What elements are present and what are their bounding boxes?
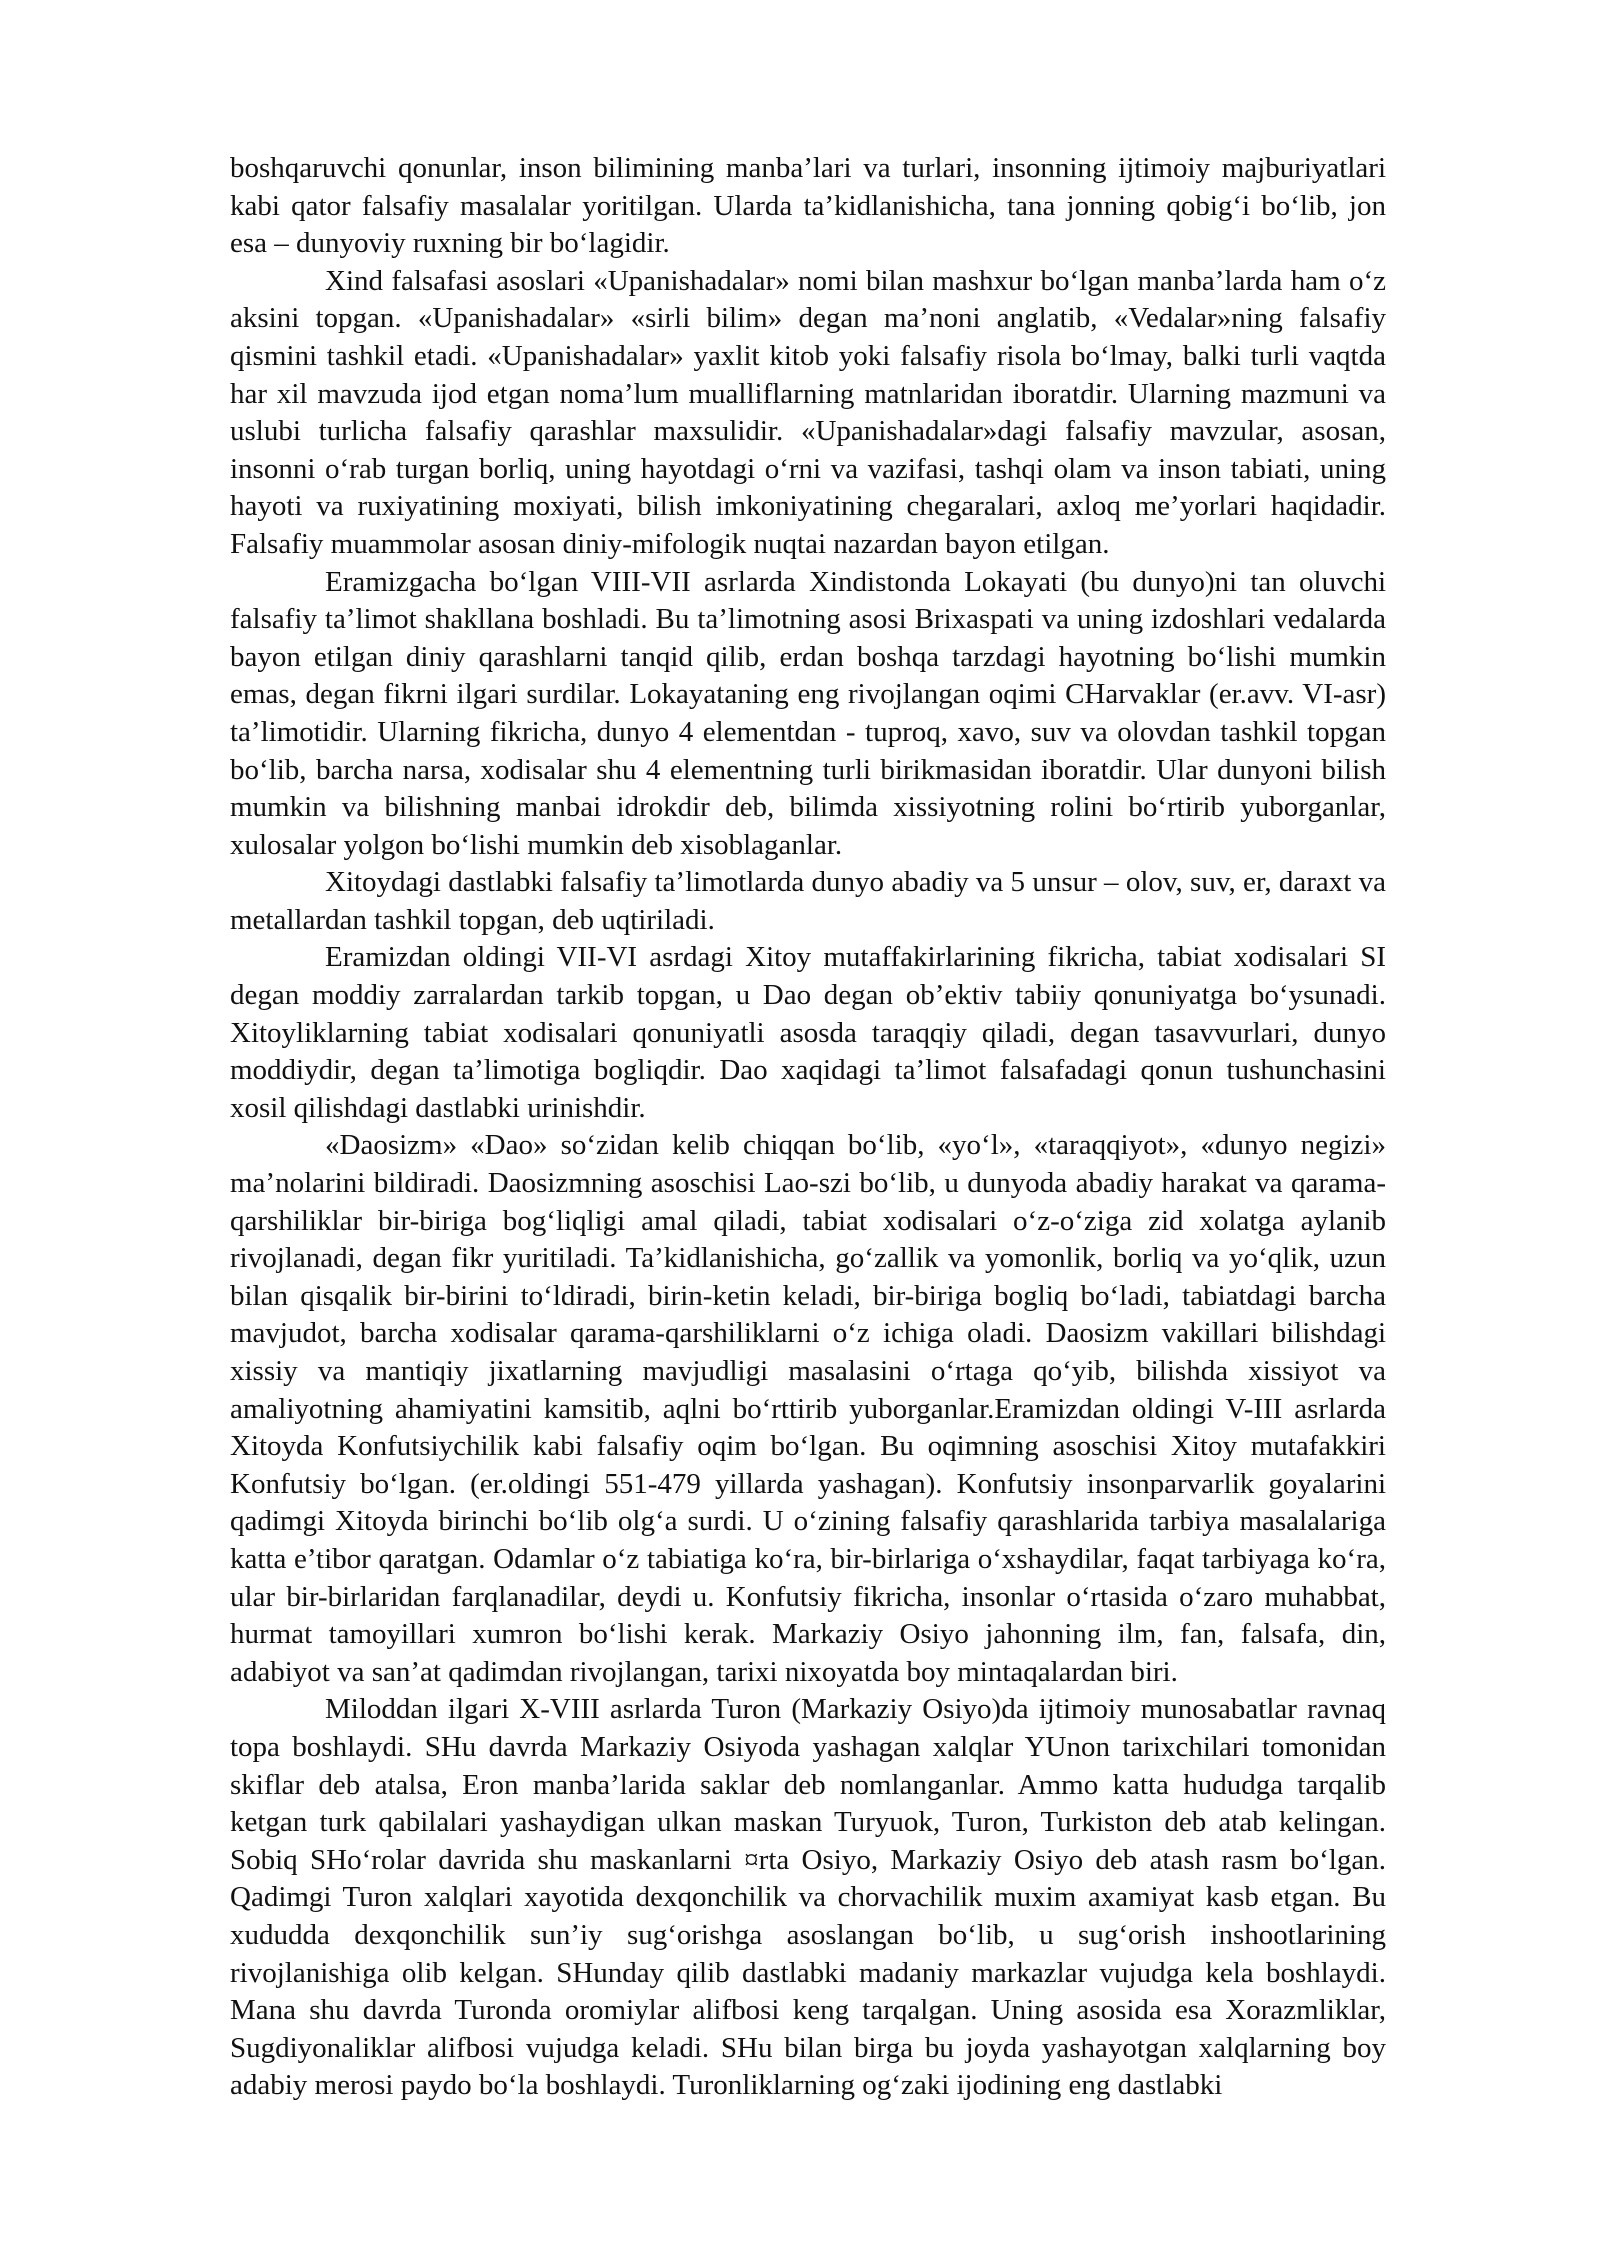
paragraph: Eramizdan oldingi VII-VI asrdagi Xitoy mutaffakirlarining fikricha, tabiat xodisalari SI degan moddiy zarralardan tarkib topgan, u Dao degan ob’ektiv tabiiy qonuniyatga bo‘ysunadi. Xitoyliklarning tabiat xodisalari qonuniyatli asosda taraqqiy qiladi, degan tasavvurlari, dunyo moddiydir, degan ta’limotiga bogliqdir. Dao xaqidagi ta’limot falsafadagi qonun tushunchasini xosil qilishdagi dastlabki urinishdir. <box>230 941 1386 1124</box>
paragraph: Miloddan ilgari X-VIII asrlarda Turon (Markaziy Osiyo)da ijtimoiy munosabatlar ravnaq topa boshlaydi. SHu davrda Markaziy Osiyoda yashagan xalqlar YUnon tarixchilari tomonidan skiflar deb atalsa, Eron manba’larida saklar deb nomlanganlar. Ammo katta hududga tarqalib ketgan turk qabilalari yashaydigan ulkan maskan Turyuok, Turon, Turkiston deb atab kelingan. Sobiq SHo‘rolar davrida shu maskanlarni ¤rta Osiyo, Markaziy Osiyo deb atash rasm bo‘lgan. Qadimgi Turon xalqlari xayotida dexqonchilik va chorvachilik muxim axamiyat kasb etgan. Bu xududda dexqonchilik sun’iy sug‘orishga asoslangan bo‘lib, u sug‘orish inshootlarining rivojlanishiga olib kelgan. SHunday qilib dastlabki madaniy markazlar vujudga kela boshlaydi. Mana shu davrda Turonda oromiylar alifbosi keng tarqalgan. Uning asosida esa Xorazmliklar, Sugdiyonaliklar alifbosi vujudga keladi. SHu bilan birga bu joyda yashayotgan xalqlarning boy adabiy merosi paydo bo‘la boshlaydi. Turonliklarning og‘zaki ijodining eng dastlabki <box>230 1693 1386 2102</box>
paragraph: Xind falsafasi asoslari «Upanishadalar» nomi bilan mashxur bo‘lgan manba’larda ham o‘z aksini topgan. «Upanishadalar» «sirli bilim» degan ma’noni anglatib, «Vedalar»ning falsafiy qismini tashkil etadi. «Upanishadalar» yaxlit kitob yoki falsafiy risola bo‘lmay, balki turli vaqtda har xil mavzuda ijod etgan noma’lum mualliflarning matnlaridan iboratdir. Ularning mazmuni va uslubi turlicha falsafiy qarashlar maxsulidir. «Upanishadalar»dagi falsafiy mavzular, asosan, insonni o‘rab turgan borliq, uning hayotdagi o‘rni va vazifasi, tashqi olam va inson tabiati, uning hayoti va ruxiyatining moxiyati, bilish imkoniyatining chegaralari, axloq me’yorlari haqidadir. Falsafiy muammolar asosan diniy-mifologik nuqtai nazardan bayon etilgan. <box>230 264 1386 560</box>
paragraph: Xitoydagi dastlabki falsafiy ta’limotlarda dunyo abadiy va 5 unsur – olov, suv, er, daraxt va metallardan tashkil topgan, deb uqtiriladi. <box>230 866 1386 936</box>
paragraph: boshqaruvchi qonunlar, inson bilimining manba’lari va turlari, insonning ijtimoiy majburiyatlari kabi qator falsafiy masalalar yoritilgan. Ularda ta’kidlanishicha, tana jonning qobig‘i bo‘lib, jon esa – dunyoviy ruxning bir bo‘lagidir. <box>230 152 1386 260</box>
paragraph: «Daosizm» «Dao» so‘zidan kelib chiqqan bo‘lib, «yo‘l», «taraqqiyot», «dunyo negizi» ma’nolarini bildiradi. Daosizmning asoschisi Lao-szi bo‘lib, u dunyoda abadiy harakat va qarama-qarshiliklar bir-biriga bog‘liqligi amal qiladi, tabiat xodisalari o‘z-o‘ziga zid xolatga aylanib rivojlanadi, degan fikr yuritiladi. Ta’kidlanishicha, go‘zallik va yomonlik, borliq va yo‘qlik, uzun bilan qisqalik bir-birini to‘ldiradi, birin-ketin keladi, bir-biriga bogliq bo‘ladi, tabiatdagi barcha mavjudot, barcha xodisalar qarama-qarshiliklarni o‘z ichiga oladi. Daosizm vakillari bilishdagi xissiy va mantiqiy jixatlarning mavjudligi masalasini o‘rtaga qo‘yib, bilishda xissiyot va amaliyotning ahamiyatini kamsitib, aqlni bo‘rttirib yuborganlar.Eramizdan oldingi V-III asrlarda Xitoyda Konfutsiychilik kabi falsafiy oqim bo‘lgan. Bu oqimning asoschisi Xitoy mutafakkiri Konfutsiy bo‘lgan. (er.oldingi 551-479 yillarda yashagan). Konfutsiy insonparvarlik goyalarini qadimgi Xitoyda birinchi bo‘lib olg‘a surdi. U o‘zining falsafiy qarashlarida tarbiya masalalariga katta e’tibor qaratgan. Odamlar o‘z tabiatiga ko‘ra, bir-birlariga o‘xshaydilar, faqat tarbiyaga ko‘ra, ular bir-birlaridan farqlanadilar, deydi u. Konfutsiy fikricha, insonlar o‘rtasida o‘zaro muhabbat, hurmat tamoyillari xumron bo‘lishi kerak. Markaziy Osiyo jahonning ilm, fan, falsafa, din, adabiyot va san’at qadimdan rivojlangan, tarixi nixoyatda boy mintaqalardan biri. <box>230 1129 1386 1688</box>
paragraph: Eramizgacha bo‘lgan VIII-VII asrlarda Xindistonda Lokayati (bu dunyo)ni tan oluvchi falsafiy ta’limot shakllana boshladi. Bu ta’limotning asosi Brixaspati va uning izdoshlari vedalarda bayon etilgan diniy qarashlarni tanqid qilib, erdan boshqa tarzdagi hayotning bo‘lishi mumkin emas, degan fikrni ilgari surdilar. Lokayataning eng rivojlangan oqimi CHarvaklar (er.avv. VI-asr) ta’limotidir. Ularning fikricha, dunyo 4 elementdan - tuproq, xavo, suv va olovdan tashkil topgan bo‘lib, barcha narsa, xodisalar shu 4 elementning turli birikmasidan iboratdir. Ular dunyoni bilish mumkin va bilishning manbai idrokdir deb, bilimda xissiyotning rolini bo‘rtirib yuborganlar, xulosalar yolgon bo‘lishi mumkin deb xisoblaganlar. <box>230 565 1386 861</box>
document-page <box>230 150 1386 2105</box>
